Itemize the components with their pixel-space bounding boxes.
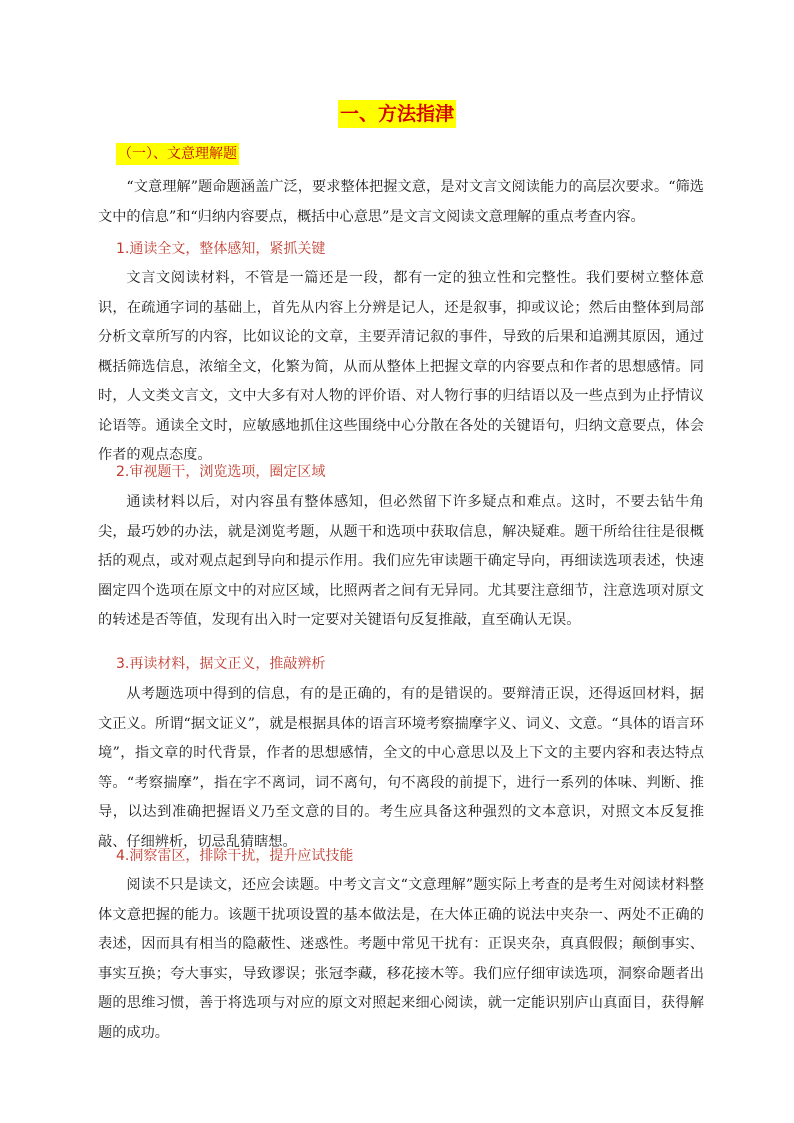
section-4-body: 阅读不只是读文，还应会读题。中考文言文“文意理解”题实际上考查的是考生对阅读材料整体文意把握的能力。该题干扰项设置的基本做法是，在大体正确的说法中夹杂一、两处不正确的表述，因而具有相当的隐蔽性、迷惑性。考题中常见干扰有：正误夹杂，真真假假；颠倒事实、事实互换；夸大事实，导致谬误；张冠李藏，移花接木等。我们应仔细审读选项，洞察命题者出题的思维习惯，善于将选项与对应的原文对照起来细心阅读，就一定能识别庐山真面目，获得解题的成功。 — [98, 877, 704, 1041]
section-4-heading: 4.洞察雷区，排除干扰，提升应试技能 — [116, 848, 354, 864]
page-title: 一、方法指津 — [338, 100, 456, 128]
section-1-heading: 1.通读全文，整体感知，紧抓关键 — [116, 241, 326, 257]
section-2-body: 通读材料以后，对内容虽有整体感知，但必然留下许多疑点和难点。这时，不要去钻牛角尖，最巧妙的办法，就是浏览考题，从题干和选项中获取信息，解决疑难。题干所给往往是很概括的观点，或对观点起到导向和提示作用。我们应先审读题干确定导向，再细读选项表述，快速圈定四个选项在原文中的对应区域，比照两者之间有无异同。尤其要注意细节，注意选项对原文的转述是否等值，发现有出入时一定要对关键语句反复推敲，直至确认无误。 — [98, 494, 704, 628]
subsection-heading: （一）、文意理解题 — [116, 143, 239, 165]
page-title-wrap — [0, 100, 794, 128]
section-3-body: 从考题选项中得到的信息，有的是正确的，有的是错误的。要辩清正误，还得返回材料，据文正义。所谓“据文证义”，就是根据具体的语言环境考察揣摩字义、词义、文意。“具体的语言环境”，指文章的时代背景，作者的思想感情，全文的中心意思以及上下文的主要内容和表达特点等。“考察揣摩”，指在字不离词，词不离句，句不离段的前提下，进行一系列的体味、判断、推导，以达到准确把握语义乃至文意的目的。考生应具备这种强烈的文本意识，对照文本反复推敲、仔细辨析，切忌乱猜瞎想。 — [98, 686, 704, 850]
section-2-heading: 2.审视题干，浏览选项，圈定区域 — [116, 464, 326, 480]
intro-paragraph: “文意理解”题命题涵盖广泛，要求整体把握文意，是对文言文阅读能力的高层次要求。“筛选文中的信息”和“归纳内容要点，概括中心意思”是文言文阅读文意理解的重点考查内容。 — [98, 179, 704, 225]
section-3-heading: 3.再读材料，据文正义，推敲辨析 — [116, 656, 326, 672]
section-1-body: 文言文阅读材料，不管是一篇还是一段，都有一定的独立性和完整性。我们要树立整体意识，在疏通字词的基础上，首先从内容上分辨是记人，还是叙事，抑或议论；然后由整体到局部分析文章所写的内容，比如议论的文章，主要弄清记叙的事件，导致的后果和追溯其原因，通过概括筛选信息，浓缩全文，化繁为简，从而从整体上把握文章的内容要点和作者的思想感情。同时，人文类文言文，文中大多有对人物的评价语、对人物行事的归结语以及一些点到为止抒情议论语等。通读全文时，应敏感地抓住这些围绕中心分散在各处的关键语句，归纳文意要点，体会作者的观点态度。 — [98, 270, 704, 463]
subsection-heading-wrap — [116, 143, 239, 165]
